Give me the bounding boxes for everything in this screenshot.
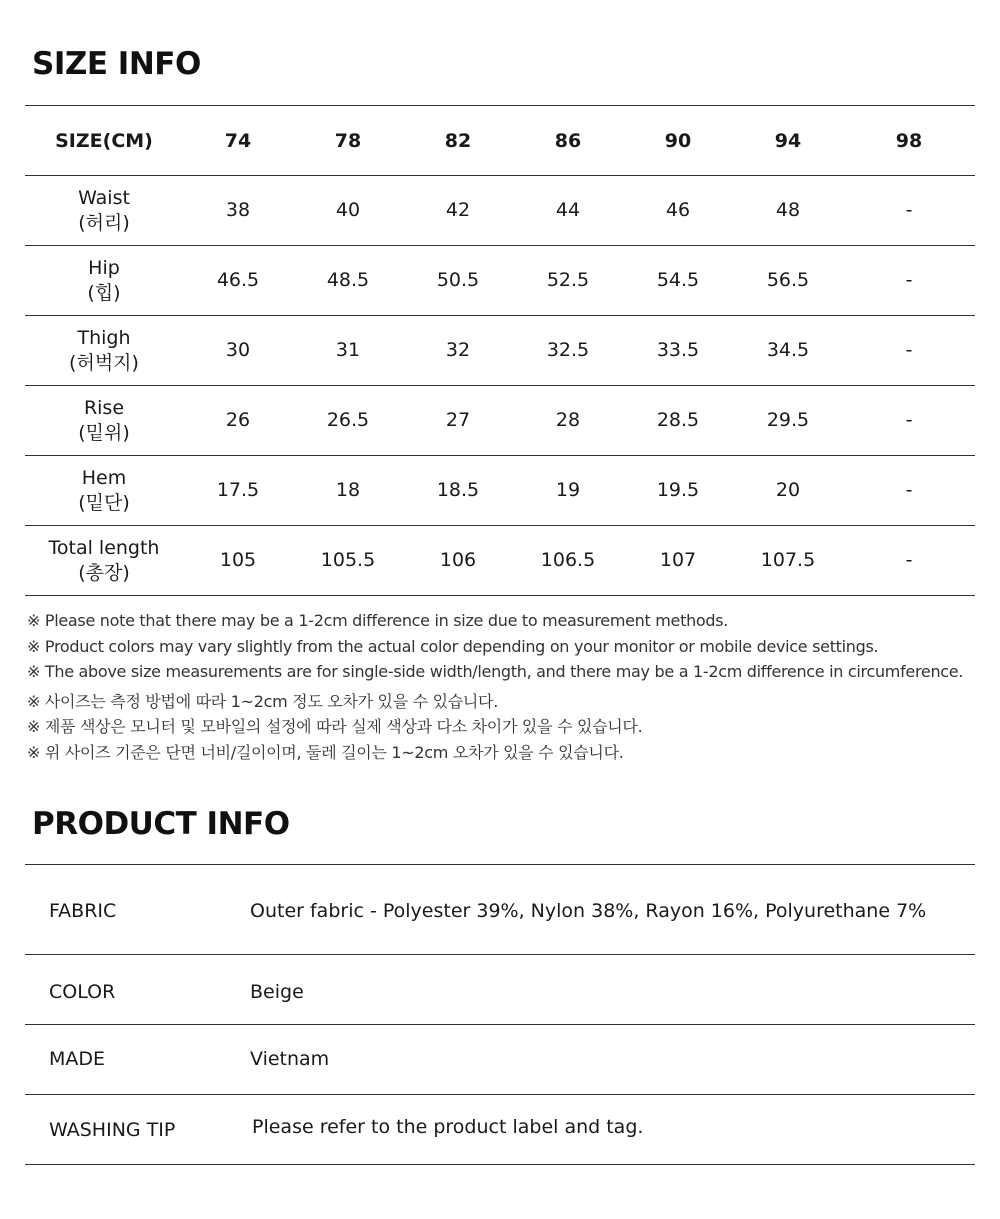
table-cell: 54.5 [623,246,733,316]
table-cell: 20 [733,456,843,526]
table-cell: 30 [183,316,293,386]
table-cell: 40 [293,176,403,246]
info-label: MADE [49,1048,106,1070]
table-row [25,526,975,596]
table-row [25,386,975,456]
table-cell: 48.5 [293,246,403,316]
info-value: Beige [250,981,304,1003]
table-cell: 46 [623,176,733,246]
note-ko: ※ 사이즈는 측정 방법에 따라 1~2cm 정도 오차가 있을 수 있습니다. [27,691,498,711]
table-cell: 19.5 [623,456,733,526]
product-info-table [25,864,975,1165]
header-cell: 98 [843,106,975,176]
note-en: ※ Please note that there may be a 1-2cm difference in size due to measurement methods. [27,611,729,630]
size-table-header [25,106,975,176]
table-cell: - [843,526,975,596]
table-cell: 56.5 [733,246,843,316]
table-cell: 106 [403,526,513,596]
table-cell: 17.5 [183,456,293,526]
table-row [25,246,975,316]
header-cell: 94 [733,106,843,176]
info-row-washing-tip [25,1094,975,1165]
info-label: FABRIC [49,900,117,922]
table-row [25,176,975,246]
size-notes [27,608,987,765]
product-info-title: PRODUCT INFO [32,806,290,842]
header-cell: 74 [183,106,293,176]
row-label: Thigh (허벅지) [25,316,183,386]
table-cell: 18 [293,456,403,526]
table-cell: 107 [623,526,733,596]
header-cell: 90 [623,106,733,176]
table-cell: 26 [183,386,293,456]
size-table [25,105,975,596]
row-label: Rise (밑위) [25,386,183,456]
row-label: Total length (총장) [25,526,183,596]
table-cell: 19 [513,456,623,526]
table-cell: 105 [183,526,293,596]
info-label: COLOR [49,981,116,1003]
table-cell: 34.5 [733,316,843,386]
table-cell: 106.5 [513,526,623,596]
table-cell: 38 [183,176,293,246]
table-cell: 27 [403,386,513,456]
table-cell: 26.5 [293,386,403,456]
info-row-made [25,1024,975,1094]
table-cell: 107.5 [733,526,843,596]
table-cell: 42 [403,176,513,246]
table-cell: - [843,456,975,526]
note-ko: ※ 위 사이즈 기준은 단면 너비/길이이며, 둘레 길이는 1~2cm 오차가 있을 수 있습니다. [27,742,624,762]
info-row-fabric [25,864,975,954]
table-cell: 48 [733,176,843,246]
row-label: Hip (힙) [25,246,183,316]
table-row [25,456,975,526]
table-cell: 33.5 [623,316,733,386]
table-cell: 32.5 [513,316,623,386]
table-cell: 44 [513,176,623,246]
note-ko: ※ 제품 색상은 모니터 및 모바일의 설정에 따라 실제 색상과 다소 차이가 있을 수 있습니다. [27,717,643,736]
info-value: Vietnam [250,1048,330,1070]
row-label: Waist (허리) [25,176,183,246]
info-label: WASHING TIP [49,1119,176,1141]
table-cell: - [843,316,975,386]
size-info-title: SIZE INFO [32,46,201,82]
header-cell: SIZE(CM) [25,106,183,176]
table-cell: 46.5 [183,246,293,316]
table-cell: 52.5 [513,246,623,316]
row-label: Hem (밑단) [25,456,183,526]
table-cell: 50.5 [403,246,513,316]
info-value: Outer fabric - Polyester 39%, Nylon 38%, Rayon 16%, Polyurethane 7% [250,900,927,922]
note-en: ※ Product colors may vary slightly from the actual color depending on your monitor or mobile device settings. [27,636,879,656]
header-cell: 78 [293,106,403,176]
table-cell: - [843,386,975,456]
table-cell: 31 [293,316,403,386]
table-row [25,316,975,386]
table-cell: 18.5 [403,456,513,526]
note-en: ※ The above size measurements are for single-side width/length, and there may be a 1-2cm difference in circumference. [27,662,964,681]
table-cell: 28.5 [623,386,733,456]
table-cell: - [843,176,975,246]
table-cell: 28 [513,386,623,456]
info-value: Please refer to the product label and tag. [252,1116,644,1138]
table-cell: - [843,246,975,316]
header-cell: 86 [513,106,623,176]
info-row-color [25,954,975,1024]
table-cell: 105.5 [293,526,403,596]
table-cell: 32 [403,316,513,386]
table-cell: 29.5 [733,386,843,456]
header-cell: 82 [403,106,513,176]
